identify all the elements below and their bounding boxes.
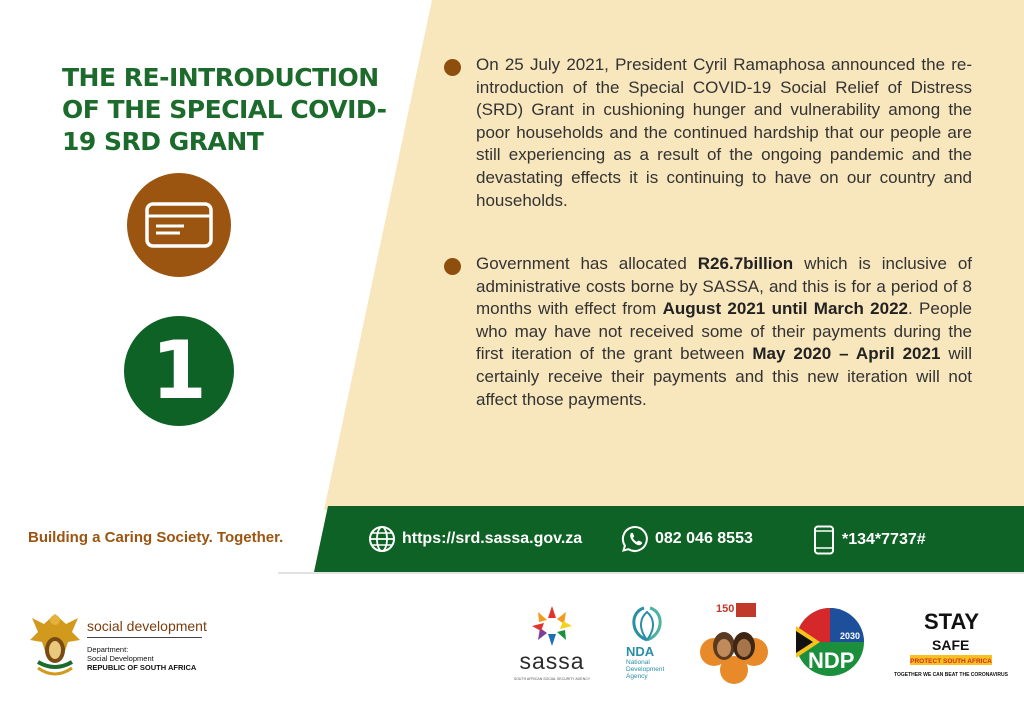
divider [278,572,1024,574]
first-iteration-period: May 2020 – April 2021 [752,344,941,364]
together-text: TOGETHER WE CAN BEAT THE CORONAVIRUS [894,672,1008,678]
number-circle [124,316,234,426]
ndp-logo [790,606,870,678]
globe-icon [368,525,396,553]
nda-logo [624,604,674,684]
ndp-year: 2030 [840,631,861,641]
grant-period: August 2021 until March 2022 [662,299,908,319]
ndp-wordmark: NDP [808,648,855,673]
whatsapp-number[interactable]: 082 046 8553 [655,530,753,547]
mobile-phone-icon [812,525,836,555]
anniversary-number: 150 [716,603,735,615]
stay-safe-logo [894,607,1008,679]
item-number: 1 [151,324,207,417]
sassa-wordmark: sassa [519,648,585,674]
stay-safe-icon [894,607,1008,679]
allocation-amount: R26.7billion [697,254,794,273]
department-line-2: Social Development [87,654,154,663]
sassa-hands-icon [506,604,598,648]
nda-swirl-icon [624,604,670,644]
paragraph-1: On 25 July 2021, President Cyril Ramaphosa announced the re-introduction of the Special COVID-19 Social Relief of Distress (SRD) Grant in cushioning hunger and vulnerability among the poor households and the continued hardship that our people are still experiencing as a result of the ongoing pandemic and the devastating effects it is continuing to have on our country and households. [476,55,972,210]
department-line-3: REPUBLIC OF SOUTH AFRICA [87,663,197,672]
department-rule [87,637,202,638]
bullet-dot [444,258,461,275]
bullet-dot [444,59,461,76]
bullet-point-1 [444,54,972,212]
anniversary-portrait-icon [700,600,768,686]
credit-card-icon [144,201,214,249]
stay-text: STAY [924,609,980,634]
tagline: Building a Caring Society. Together. [28,529,284,546]
website-link[interactable]: https://srd.sassa.gov.za [402,530,583,547]
department-title: social development [87,618,207,634]
sassa-subtitle: SOUTH AFRICAN SOCIAL SECURITY AGENCY [513,677,591,681]
card-circle [127,173,231,277]
sassa-logo [506,604,598,684]
ussd-code[interactable]: *134*7737# [842,531,926,548]
nda-wordmark: NDA [626,644,655,659]
anniversary-logo [700,600,768,686]
safe-text: SAFE [932,637,970,653]
bullet-point-2 [444,253,972,411]
nda-subtitle: National Development Agency [626,659,665,680]
whatsapp-contact[interactable] [621,525,753,553]
ndp-flag-icon [790,606,870,678]
coat-of-arms-icon [28,610,82,682]
department-line-1: Department: [87,645,129,654]
website-contact[interactable] [368,525,582,553]
whatsapp-icon [621,525,649,553]
paragraph-2: Government has allocated R26.7billion which is inclusive of administrative costs borne by SASSA, and this is for a period of 8 months with effect from August 2021 until March 2022. People who may have not received some of their payments during the first iteration of the grant between May 2020 – April 2021 will certainly receive their payments and this new iteration will not affect those payments. [476,254,973,409]
protect-text: PROTECT SOUTH AFRICA [910,658,992,665]
page-title: THE RE-INTRODUCTION OF THE SPECIAL COVID-19 SRD GRANT [62,63,387,156]
ussd-contact[interactable] [812,525,926,555]
